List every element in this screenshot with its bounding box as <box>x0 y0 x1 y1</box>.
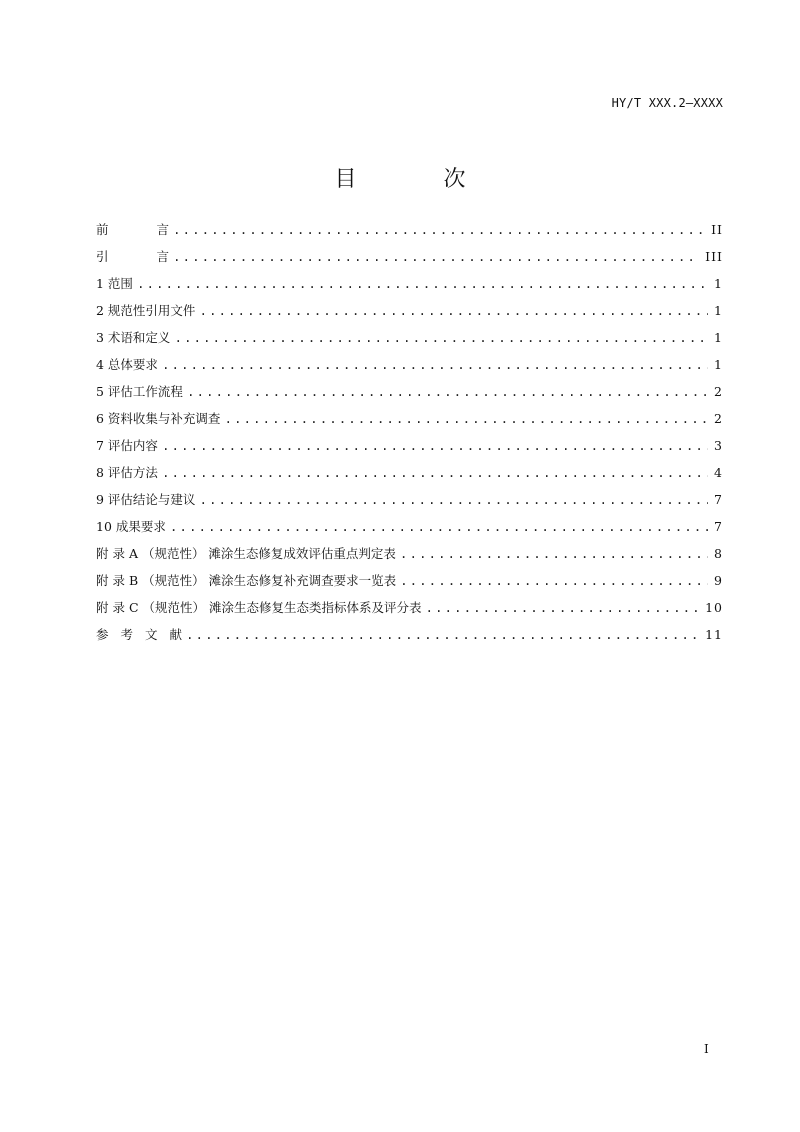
toc-entry-label: 4 总体要求 <box>96 357 158 372</box>
toc-entry-foreword[interactable] <box>96 220 723 247</box>
toc-entry-page: II <box>711 222 723 237</box>
toc-entry-label: 附 录 B （规范性） 滩涂生态修复补充调查要求一览表 <box>96 573 397 588</box>
toc-entry-label: 2 规范性引用文件 <box>96 303 196 318</box>
toc-leader-dots <box>162 436 708 456</box>
toc-entry-label: 8 评估方法 <box>96 465 158 480</box>
toc-leader-dots <box>224 409 708 429</box>
toc-entry-label: 9 评估结论与建议 <box>96 492 196 507</box>
toc-entry-bibliography[interactable] <box>96 625 723 652</box>
toc-entry-general-requirements[interactable] <box>96 355 723 382</box>
toc-entry-terms[interactable] <box>96 328 723 355</box>
toc-leader-dots <box>162 463 708 483</box>
toc-leader-dots <box>162 355 708 375</box>
standard-code: HY/T XXX.2—XXXX <box>611 96 723 110</box>
toc-entry-page: 1 <box>714 330 723 345</box>
toc-entry-appendix-c[interactable] <box>96 598 723 625</box>
toc-list <box>96 220 723 652</box>
toc-entry-label: 参考文献 <box>96 627 195 642</box>
toc-entry-label: 1 范围 <box>96 276 133 291</box>
toc-entry-assessment-content[interactable] <box>96 436 723 463</box>
toc-title: 目 次 <box>334 167 506 192</box>
toc-entry-page: III <box>705 249 723 264</box>
toc-entry-data-collection[interactable] <box>96 409 723 436</box>
toc-entry-scope[interactable] <box>96 274 723 301</box>
toc-leader-dots <box>400 544 708 564</box>
toc-entry-page: 1 <box>714 303 723 318</box>
toc-entry-page: 1 <box>714 276 723 291</box>
toc-entry-page: 11 <box>705 627 723 642</box>
toc-leader-dots <box>187 382 708 402</box>
toc-entry-normative-references[interactable] <box>96 301 723 328</box>
toc-leader-dots <box>199 301 708 321</box>
toc-entry-conclusions[interactable] <box>96 490 723 517</box>
toc-entry-workflow[interactable] <box>96 382 723 409</box>
toc-entry-page: 4 <box>714 465 723 480</box>
toc-entry-page: 7 <box>714 492 723 507</box>
toc-leader-dots <box>174 328 708 348</box>
toc-leader-dots <box>173 247 699 267</box>
toc-entry-label: 附 录 C （规范性） 滩涂生态修复生态类指标体系及评分表 <box>96 600 422 615</box>
toc-entry-page: 8 <box>714 546 723 561</box>
toc-entry-page: 2 <box>714 384 723 399</box>
toc-entry-label: 10 成果要求 <box>96 519 166 534</box>
toc-entry-page: 10 <box>705 600 723 615</box>
toc-entry-label: 附 录 A （规范性） 滩涂生态修复成效评估重点判定表 <box>96 546 396 561</box>
toc-entry-assessment-method[interactable] <box>96 463 723 490</box>
toc-entry-page: 7 <box>714 519 723 534</box>
toc-leader-dots <box>170 517 708 537</box>
page-number: I <box>704 1042 709 1056</box>
toc-leader-dots <box>173 220 705 240</box>
toc-entry-deliverables[interactable] <box>96 517 723 544</box>
toc-entry-label: 7 评估内容 <box>96 438 158 453</box>
toc-leader-dots <box>199 490 708 510</box>
toc-entry-label: 引言 <box>96 249 218 264</box>
toc-leader-dots <box>186 625 699 645</box>
toc-leader-dots <box>400 571 708 591</box>
toc-entry-label: 前言 <box>96 222 218 237</box>
toc-leader-dots <box>137 274 708 294</box>
toc-entry-page: 3 <box>714 438 723 453</box>
toc-leader-dots <box>425 598 699 618</box>
toc-entry-label: 3 术语和定义 <box>96 330 171 345</box>
toc-entry-appendix-b[interactable] <box>96 571 723 598</box>
toc-entry-introduction[interactable] <box>96 247 723 274</box>
toc-entry-page: 1 <box>714 357 723 372</box>
toc-entry-label: 5 评估工作流程 <box>96 384 183 399</box>
toc-entry-appendix-a[interactable] <box>96 544 723 571</box>
toc-entry-page: 9 <box>714 573 723 588</box>
toc-entry-page: 2 <box>714 411 723 426</box>
toc-entry-label: 6 资料收集与补充调查 <box>96 411 221 426</box>
